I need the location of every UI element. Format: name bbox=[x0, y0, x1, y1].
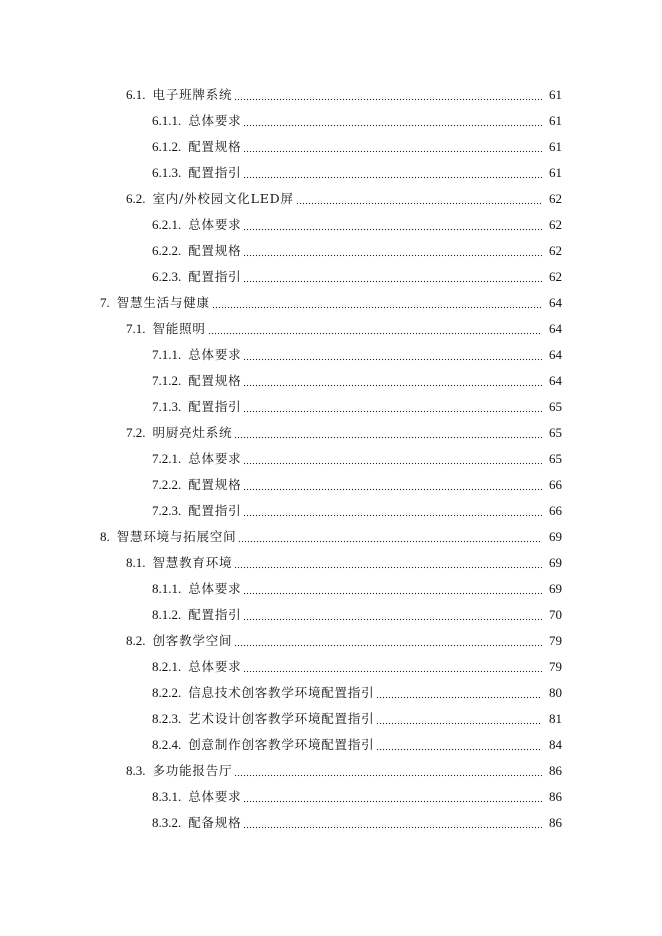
toc-entry-page-number: 80 bbox=[549, 685, 562, 700]
dot-leader bbox=[243, 800, 542, 803]
toc-entry-number: 8.2.1. bbox=[152, 659, 182, 674]
toc-entry-title: 智能照明 bbox=[152, 321, 206, 336]
toc-entry-title: 室内/外校园文化LED屏 bbox=[152, 191, 294, 206]
toc-entry-title: 总体要求 bbox=[188, 113, 242, 128]
dot-leader bbox=[243, 514, 542, 517]
toc-entry-number: 8.2.2. bbox=[152, 685, 182, 700]
toc-entry-page-number: 84 bbox=[549, 737, 562, 752]
toc-entry-page-number: 62 bbox=[549, 243, 562, 258]
toc-entry-title: 智慧教育环境 bbox=[152, 555, 233, 570]
toc-entry-title: 明厨亮灶系统 bbox=[152, 425, 233, 440]
toc-entry-title: 总体要求 bbox=[188, 789, 242, 804]
toc-entry-title: 配置指引 bbox=[188, 607, 242, 622]
dot-leader bbox=[234, 644, 542, 647]
toc-entry[interactable] bbox=[0, 238, 662, 264]
toc-entry[interactable] bbox=[0, 160, 662, 186]
toc-entry[interactable] bbox=[0, 134, 662, 160]
dot-leader bbox=[243, 280, 542, 283]
dot-leader bbox=[243, 150, 542, 153]
dot-leader bbox=[376, 748, 542, 751]
dot-leader bbox=[243, 124, 542, 127]
dot-leader bbox=[234, 774, 542, 777]
dot-leader bbox=[234, 98, 542, 101]
toc-entry-number: 8.3.2. bbox=[152, 815, 182, 830]
toc-entry-number: 7.2.1. bbox=[152, 451, 182, 466]
toc-entry[interactable] bbox=[0, 316, 662, 342]
toc-entry-title: 总体要求 bbox=[188, 581, 242, 596]
toc-entry-title: 配置规格 bbox=[188, 139, 242, 154]
toc-entry-page-number: 79 bbox=[549, 659, 562, 674]
toc-entry-page-number: 64 bbox=[549, 295, 562, 310]
toc-entry-number: 6.2.1. bbox=[152, 217, 182, 232]
toc-entry[interactable] bbox=[0, 810, 662, 836]
toc-entry-number: 7.1.3. bbox=[152, 399, 182, 414]
toc-entry-title: 总体要求 bbox=[188, 347, 242, 362]
toc-entry-page-number: 69 bbox=[549, 581, 562, 596]
toc-entry-page-number: 62 bbox=[549, 269, 562, 284]
toc-entry-page-number: 79 bbox=[549, 633, 562, 648]
dot-leader bbox=[212, 306, 542, 309]
toc-entry-page-number: 61 bbox=[549, 87, 562, 102]
toc-entry[interactable] bbox=[0, 550, 662, 576]
toc-entry-number: 6.1.3. bbox=[152, 165, 182, 180]
toc-entry-page-number: 69 bbox=[549, 529, 562, 544]
toc-entry-page-number: 86 bbox=[549, 789, 562, 804]
toc-entry-number: 8.2. bbox=[126, 633, 146, 648]
dot-leader bbox=[243, 254, 542, 257]
toc-entry[interactable] bbox=[0, 394, 662, 420]
toc-entry[interactable] bbox=[0, 602, 662, 628]
dot-leader bbox=[243, 488, 542, 491]
toc-entry[interactable] bbox=[0, 758, 662, 784]
toc-entry[interactable] bbox=[0, 342, 662, 368]
toc-entry[interactable] bbox=[0, 732, 662, 758]
toc-entry-title: 配置规格 bbox=[188, 243, 242, 258]
toc-entry[interactable] bbox=[0, 446, 662, 472]
toc-entry-title: 总体要求 bbox=[188, 659, 242, 674]
toc-entry-number: 8.2.3. bbox=[152, 711, 182, 726]
toc-entry-page-number: 65 bbox=[549, 425, 562, 440]
toc-entry[interactable] bbox=[0, 264, 662, 290]
dot-leader bbox=[243, 410, 542, 413]
dot-leader bbox=[243, 176, 542, 179]
toc-entry-number: 6.2.3. bbox=[152, 269, 182, 284]
toc-entry-title: 创意制作创客教学环境配置指引 bbox=[188, 737, 375, 752]
dot-leader bbox=[243, 618, 542, 621]
toc-entry-page-number: 70 bbox=[549, 607, 562, 622]
toc-entry-number: 8.3.1. bbox=[152, 789, 182, 804]
dot-leader bbox=[208, 332, 542, 335]
toc-entry-title: 信息技术创客教学环境配置指引 bbox=[188, 685, 375, 700]
toc-entry-title: 配置指引 bbox=[188, 503, 242, 518]
toc-entry-page-number: 65 bbox=[549, 451, 562, 466]
toc-entry[interactable] bbox=[0, 368, 662, 394]
toc-entry-number: 7. bbox=[100, 295, 110, 310]
toc-entry-number: 8.3. bbox=[126, 763, 146, 778]
dot-leader bbox=[243, 384, 542, 387]
toc-entry[interactable] bbox=[0, 82, 662, 108]
toc-entry-number: 6.2. bbox=[126, 191, 146, 206]
dot-leader bbox=[243, 826, 542, 829]
toc-entry-title: 多功能报告厅 bbox=[152, 763, 233, 778]
toc-entry-page-number: 66 bbox=[549, 503, 562, 518]
toc-entry-title: 配置指引 bbox=[188, 269, 242, 284]
toc-entry[interactable] bbox=[0, 654, 662, 680]
toc-entry-page-number: 61 bbox=[549, 165, 562, 180]
toc-entry-page-number: 69 bbox=[549, 555, 562, 570]
toc-entry-number: 6.1. bbox=[126, 87, 146, 102]
toc-entry-number: 8.1.2. bbox=[152, 607, 182, 622]
toc-entry[interactable] bbox=[0, 576, 662, 602]
table-of-contents bbox=[0, 82, 662, 836]
toc-entry-page-number: 62 bbox=[549, 191, 562, 206]
toc-entry[interactable] bbox=[0, 420, 662, 446]
toc-entry-page-number: 64 bbox=[549, 373, 562, 388]
dot-leader bbox=[234, 436, 542, 439]
toc-entry-page-number: 64 bbox=[549, 347, 562, 362]
toc-entry-number: 8.1. bbox=[126, 555, 146, 570]
toc-entry-page-number: 81 bbox=[549, 711, 562, 726]
toc-entry-number: 8. bbox=[100, 529, 110, 544]
toc-entry-number: 6.1.1. bbox=[152, 113, 182, 128]
toc-entry-number: 7.1.2. bbox=[152, 373, 182, 388]
toc-entry-number: 7.2. bbox=[126, 425, 146, 440]
toc-entry-page-number: 62 bbox=[549, 217, 562, 232]
dot-leader bbox=[243, 592, 542, 595]
toc-entry-title: 电子班牌系统 bbox=[152, 87, 233, 102]
toc-entry-title: 智慧环境与拓展空间 bbox=[116, 529, 237, 544]
toc-entry[interactable] bbox=[0, 784, 662, 810]
toc-entry[interactable] bbox=[0, 290, 662, 316]
toc-entry-page-number: 61 bbox=[549, 113, 562, 128]
toc-entry-title: 总体要求 bbox=[188, 217, 242, 232]
toc-entry-page-number: 66 bbox=[549, 477, 562, 492]
toc-entry-title: 智慧生活与健康 bbox=[116, 295, 210, 310]
toc-entry-page-number: 86 bbox=[549, 763, 562, 778]
dot-leader bbox=[376, 696, 542, 699]
toc-entry-number: 7.2.3. bbox=[152, 503, 182, 518]
toc-entry[interactable] bbox=[0, 186, 662, 212]
dot-leader bbox=[243, 462, 542, 465]
toc-entry[interactable] bbox=[0, 212, 662, 238]
toc-entry[interactable] bbox=[0, 472, 662, 498]
toc-entry[interactable] bbox=[0, 524, 662, 550]
dot-leader bbox=[243, 228, 542, 231]
toc-entry[interactable] bbox=[0, 498, 662, 524]
toc-entry-page-number: 61 bbox=[549, 139, 562, 154]
toc-entry[interactable] bbox=[0, 680, 662, 706]
toc-entry-title: 配置规格 bbox=[188, 373, 242, 388]
toc-entry[interactable] bbox=[0, 706, 662, 732]
toc-entry-number: 8.2.4. bbox=[152, 737, 182, 752]
toc-entry-page-number: 64 bbox=[549, 321, 562, 336]
toc-entry-title: 配置指引 bbox=[188, 165, 242, 180]
toc-entry-page-number: 86 bbox=[549, 815, 562, 830]
dot-leader bbox=[243, 670, 542, 673]
dot-leader bbox=[243, 358, 542, 361]
toc-entry-page-number: 65 bbox=[549, 399, 562, 414]
toc-entry-title: 艺术设计创客教学环境配置指引 bbox=[188, 711, 375, 726]
toc-entry-number: 6.1.2. bbox=[152, 139, 182, 154]
toc-entry-title: 配备规格 bbox=[188, 815, 242, 830]
toc-entry-title: 创客教学空间 bbox=[152, 633, 233, 648]
toc-entry-number: 6.2.2. bbox=[152, 243, 182, 258]
dot-leader bbox=[296, 202, 542, 205]
toc-entry-title: 总体要求 bbox=[188, 451, 242, 466]
toc-entry[interactable] bbox=[0, 108, 662, 134]
toc-entry-number: 7.1. bbox=[126, 321, 146, 336]
toc-entry-title: 配置指引 bbox=[188, 399, 242, 414]
dot-leader bbox=[238, 540, 542, 543]
toc-entry-number: 7.2.2. bbox=[152, 477, 182, 492]
dot-leader bbox=[376, 722, 542, 725]
toc-entry-number: 8.1.1. bbox=[152, 581, 182, 596]
dot-leader bbox=[234, 566, 542, 569]
toc-entry-number: 7.1.1. bbox=[152, 347, 182, 362]
toc-entry[interactable] bbox=[0, 628, 662, 654]
toc-entry-title: 配置规格 bbox=[188, 477, 242, 492]
